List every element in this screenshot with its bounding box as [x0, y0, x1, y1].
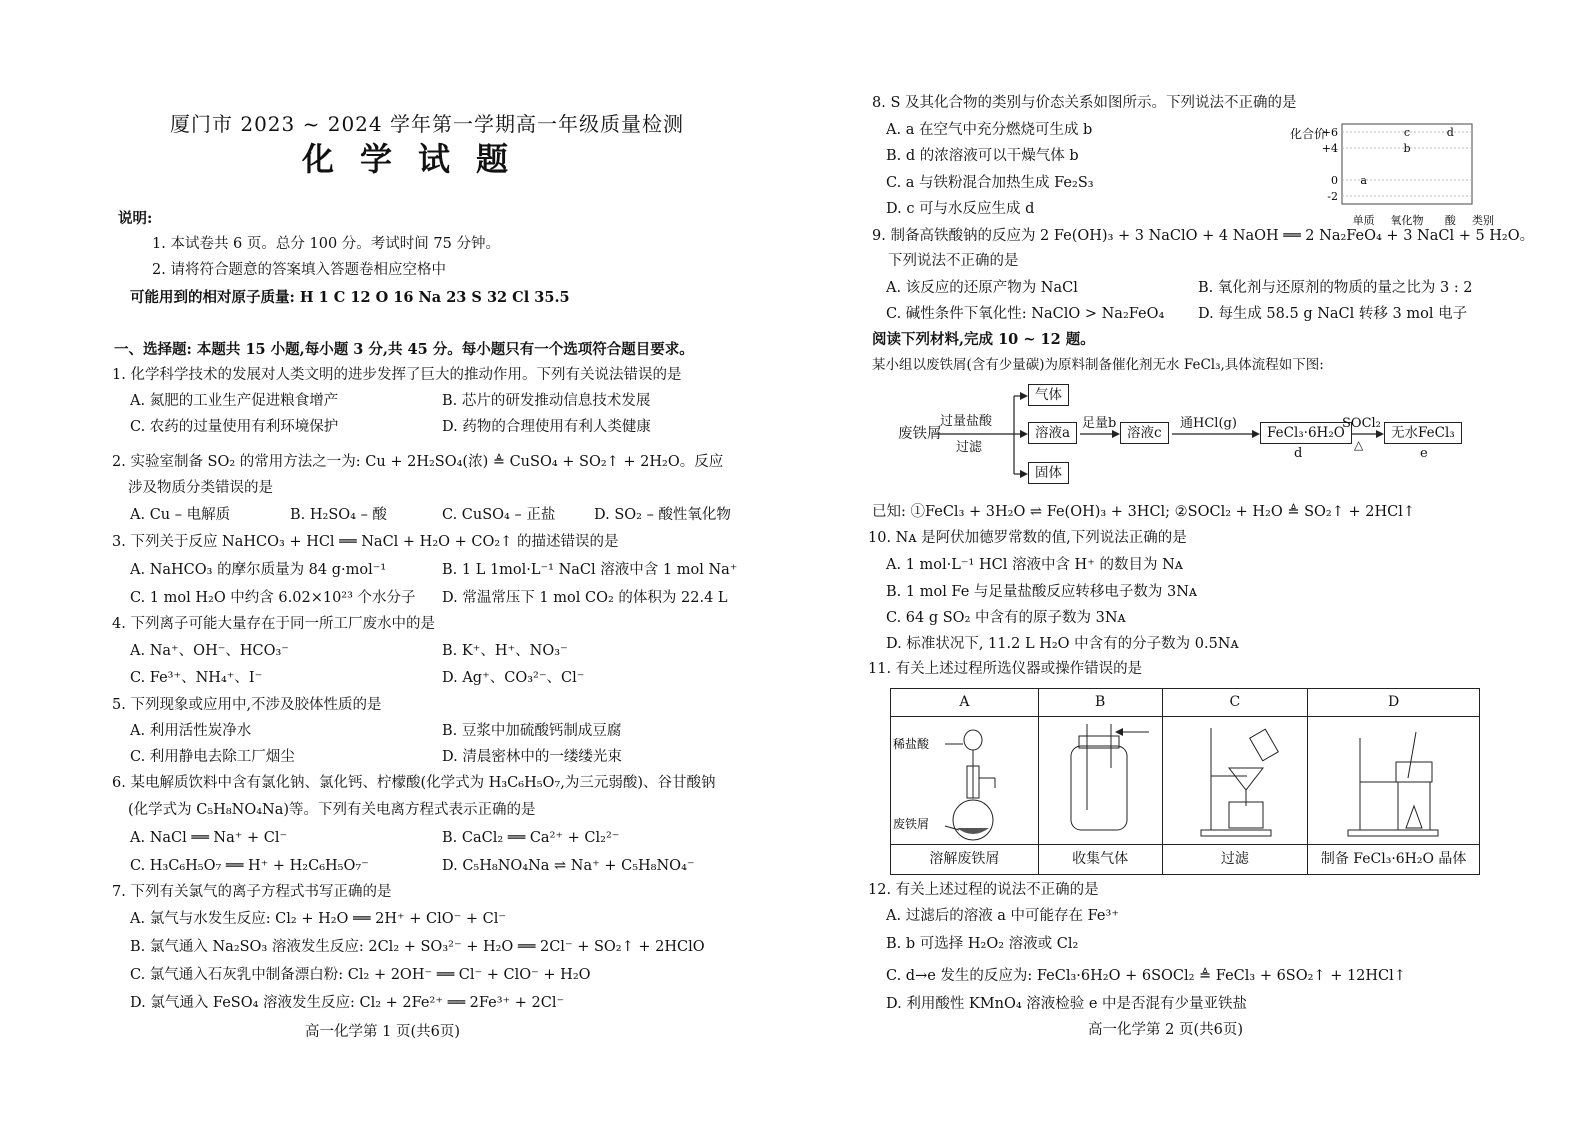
q6-option-b: B. CaCl₂ ══ Ca²⁺ + Cl₂²⁻: [442, 830, 620, 846]
q5-option-c: C. 利用静电去除工厂烟尘: [130, 749, 295, 765]
apparatus-header-c: C: [1162, 689, 1308, 717]
q9-option-c: C. 碱性条件下氧化性: NaClO > Na₂FeO₄: [886, 306, 1165, 322]
apparatus-b: [1038, 717, 1162, 845]
q12-stem: 12. 有关上述过程的说法不正确的是: [868, 882, 1099, 898]
q1-stem: 1. 化学科学技术的发展对人类文明的进步发挥了巨大的推动作用。下列有关说法错误的是: [112, 367, 682, 383]
apparatus-table: [890, 688, 1480, 875]
reading-instruction: 阅读下列材料,完成 10 ~ 12 题。: [872, 331, 1095, 348]
flow-label-e: e: [1420, 446, 1428, 461]
q2-option-d: D. SO₂ – 酸性氧化物: [594, 507, 731, 523]
svg-text:稀盐酸: 稀盐酸: [893, 736, 930, 751]
apparatus-a: [891, 717, 1039, 845]
flow-reagent-1: 过量盐酸: [940, 414, 993, 429]
q9-option-a: A. 该反应的还原产物为 NaCl: [886, 280, 1078, 296]
q10-stem: 10. Nᴀ 是阿伏加德罗常数的值,下列说法正确的是: [868, 530, 1187, 546]
chart-x-tick: 氧化物: [1390, 214, 1424, 227]
material-text: 某小组以废铁屑(含有少量碳)为原料制备催化剂无水 FeCl₃,具体流程如下图:: [872, 357, 1324, 373]
exam-title: 化学试题: [302, 140, 535, 178]
note-2: 2. 请将符合题意的答案填入答题卷相应空格中: [152, 262, 446, 278]
apparatus-caption-a: 溶解废铁屑: [891, 845, 1039, 875]
page-footer-1: 高一化学第 1 页(共6页): [305, 1024, 460, 1040]
q3-option-c: C. 1 mol H₂O 中约含 6.02×10²³ 个水分子: [130, 590, 416, 606]
q2-option-c: C. CuSO₄ – 正盐: [442, 507, 556, 523]
section-1-heading: 一、选择题: 本题共 15 小题,每小题 3 分,共 45 分。每小题只有一个选项符合题目要求。: [114, 341, 694, 358]
flow-solution-a: 溶液a: [1028, 422, 1077, 444]
flow-gas: 气体: [1028, 384, 1069, 406]
q2-stem-cont: 涉及物质分类错误的是: [128, 480, 273, 496]
q12-option-d: D. 利用酸性 KMnO₄ 溶液检验 e 中是否混有少量亚铁盐: [886, 996, 1248, 1012]
q10-option-d: D. 标准状况下, 11.2 L H₂O 中含有的分子数为 0.5Nᴀ: [886, 636, 1239, 652]
chart-ylabel-1: 化合价: [1290, 127, 1327, 141]
note-1: 1. 本试卷共 6 页。总分 100 分。考试时间 75 分钟。: [152, 236, 500, 252]
q4-option-c: C. Fe³⁺、NH₄⁺、I⁻: [130, 670, 263, 686]
process-flow: [868, 382, 1488, 492]
q2-stem: 2. 实验室制备 SO₂ 的常用方法之一为: Cu + 2H₂SO₄(浓) ≜ CuSO₄ + SO₂↑ + 2H₂O。反应: [112, 454, 724, 470]
q8-option-c: C. a 与铁粉混合加热生成 Fe₂S₃: [886, 175, 1094, 191]
apparatus-c: [1162, 717, 1308, 845]
exam-header: 厦门市 2023 ~ 2024 学年第一学期高一年级质量检测: [170, 112, 684, 136]
q5-stem: 5. 下列现象或应用中,不涉及胶体性质的是: [112, 697, 382, 713]
flow-solid: 固体: [1028, 462, 1069, 484]
apparatus-d-drawing: [1308, 718, 1478, 844]
valence-chart: [1278, 118, 1503, 230]
q1-option-b: B. 芯片的研发推动信息技术发展: [442, 393, 651, 409]
q1-option-d: D. 药物的合理使用有利人类健康: [442, 419, 651, 435]
q7-stem: 7. 下列有关氯气的离子方程式书写正确的是: [112, 884, 392, 900]
right-page: [868, 0, 1535, 1123]
flow-operation-1: 过滤: [956, 440, 983, 455]
apparatus-c-drawing: [1163, 718, 1307, 844]
flow-start: 废铁屑: [898, 426, 942, 442]
chart-y-tick: 0: [1331, 174, 1338, 187]
apparatus-caption-c: 过滤: [1162, 845, 1308, 875]
q12-option-b: B. b 可选择 H₂O₂ 溶液或 Cl₂: [886, 936, 1079, 952]
flow-product: 无水FeCl₃: [1384, 422, 1462, 444]
q7-option-d: D. 氯气通入 FeSO₄ 溶液发生反应: Cl₂ + 2Fe²⁺ ══ 2Fe³⁺ + 2Cl⁻: [130, 995, 565, 1011]
q2-option-a: A. Cu – 电解质: [130, 507, 231, 523]
q9-option-d: D. 每生成 58.5 g NaCl 转移 3 mol 电子: [1198, 306, 1468, 322]
apparatus-header-a: A: [891, 689, 1039, 717]
q4-stem: 4. 下列离子可能大量存在于同一所工厂废水中的是: [112, 616, 435, 632]
atomic-mass: 可能用到的相对原子质量: H 1 C 12 O 16 Na 23 S 32 Cl 35.5: [130, 289, 570, 306]
q7-option-c: C. 氯气通入石灰乳中制备漂白粉: Cl₂ + 2OH⁻ ══ Cl⁻ + ClO⁻ + H₂O: [130, 967, 591, 983]
apparatus-d: [1308, 717, 1480, 845]
q3-option-a: A. NaHCO₃ 的摩尔质量为 84 g·mol⁻¹: [130, 562, 387, 578]
q6-option-c: C. H₃C₆H₅O₇ ══ H⁺ + H₂C₆H₅O₇⁻: [130, 858, 369, 874]
q3-option-d: D. 常温常压下 1 mol CO₂ 的体积为 22.4 L: [442, 590, 728, 606]
q1-option-a: A. 氮肥的工业生产促进粮食增产: [130, 393, 339, 409]
q6-stem: 6. 某电解质饮料中含有氯化钠、氯化钙、柠檬酸(化学式为 H₃C₆H₅O₇,为三元弱酸)、谷甘酸钠: [112, 775, 716, 791]
svg-text:废铁屑: 废铁屑: [893, 816, 930, 831]
q2-option-b: B. H₂SO₄ – 酸: [290, 507, 387, 523]
q10-option-a: A. 1 mol·L⁻¹ HCl 溶液中含 H⁺ 的数目为 Nᴀ: [886, 557, 1183, 573]
flow-reagent-4: SOCl₂: [1342, 416, 1381, 431]
apparatus-header-d: D: [1308, 689, 1480, 717]
chart-y-tick: +6: [1321, 126, 1338, 139]
q6-stem-cont: (化学式为 C₅H₈NO₄Na)等。下列有关电离方程式表示正确的是: [128, 802, 536, 818]
chart-x-tick: 单质: [1352, 214, 1375, 227]
flow-heat: △: [1354, 438, 1364, 452]
chart-point-d: d: [1446, 126, 1454, 139]
q11-stem: 11. 有关上述过程所选仪器或操作错误的是: [868, 661, 1143, 677]
q12-option-a: A. 过滤后的溶液 a 中可能存在 Fe³⁺: [886, 908, 1119, 924]
q5-option-a: A. 利用活性炭净水: [130, 723, 252, 739]
chart-x-tick: 酸: [1444, 214, 1456, 227]
chart-point-a: a: [1360, 174, 1367, 187]
apparatus-caption-b: 收集气体: [1038, 845, 1162, 875]
q8-option-d: D. c 可与水反应生成 d: [886, 201, 1035, 217]
q9-stem-cont: 下列说法不正确的是: [888, 253, 1019, 269]
chart-y-tick: -2: [1327, 190, 1338, 203]
q4-option-a: A. Na⁺、OH⁻、HCO₃⁻: [130, 643, 289, 659]
flow-solution-c: 溶液c: [1120, 422, 1169, 444]
q6-option-d: D. C₅H₈NO₄Na ⇌ Na⁺ + C₅H₈NO₄⁻: [442, 858, 695, 874]
q8-option-b: B. d 的浓溶液可以干燥气体 b: [886, 148, 1079, 164]
apparatus-b-drawing: [1039, 718, 1161, 844]
chart-xlabel: 类别: [1472, 214, 1494, 227]
q8-option-a: A. a 在空气中充分燃烧可生成 b: [886, 122, 1093, 138]
q5-option-b: B. 豆浆中加硫酸钙制成豆腐: [442, 723, 622, 739]
apparatus-header-b: B: [1038, 689, 1162, 717]
q9-option-b: B. 氧化剂与还原剂的物质的量之比为 3 : 2: [1198, 280, 1473, 296]
apparatus-caption-d: 制备 FeCl₃·6H₂O 晶体: [1308, 845, 1480, 875]
q8-stem: 8. S 及其化合物的类别与价态关系如图所示。下列说法不正确的是: [872, 95, 1297, 111]
q10-option-b: B. 1 mol Fe 与足量盐酸反应转移电子数为 3Nᴀ: [886, 584, 1198, 600]
q4-option-b: B. K⁺、H⁺、NO₃⁻: [442, 643, 568, 659]
q12-option-c: C. d→e 发生的反应为: FeCl₃·6H₂O + 6SOCl₂ ≜ FeCl₃ + 6SO₂↑ + 12HCl↑: [886, 968, 1406, 984]
flow-reagent-2: 足量b: [1082, 416, 1117, 431]
chart-point-c: c: [1403, 126, 1411, 139]
q1-option-c: C. 农药的过量使用有利环境保护: [130, 419, 339, 435]
q7-option-a: A. 氯气与水发生反应: Cl₂ + H₂O ══ 2H⁺ + ClO⁻ + Cl⁻: [130, 911, 507, 927]
q3-stem: 3. 下列关于反应 NaHCO₃ + HCl ══ NaCl + H₂O + CO₂↑ 的描述错误的是: [112, 534, 619, 550]
q4-option-d: D. Ag⁺、CO₃²⁻、Cl⁻: [442, 670, 585, 686]
q7-option-b: B. 氯气通入 Na₂SO₃ 溶液发生反应: 2Cl₂ + SO₃²⁻ + H₂O ══ 2Cl⁻ + SO₂↑ + 2HClO: [130, 939, 705, 955]
flow-label-d: d: [1294, 446, 1303, 461]
notes-label: 说明:: [118, 210, 153, 227]
apparatus-a-drawing: [891, 718, 1037, 844]
page-footer-2: 高一化学第 2 页(共6页): [1088, 1022, 1243, 1038]
flow-crystal: FeCl₃·6H₂O: [1260, 422, 1352, 444]
q3-option-b: B. 1 L 1mol·L⁻¹ NaCl 溶液中含 1 mol Na⁺: [442, 562, 738, 578]
chart-y-tick: +4: [1321, 142, 1338, 155]
q5-option-d: D. 清晨密林中的一缕缕光束: [442, 749, 622, 765]
left-page: [100, 0, 760, 1123]
chart-point-b: b: [1403, 142, 1411, 155]
known-info: 已知: ①FeCl₃ + 3H₂O ⇌ Fe(OH)₃ + 3HCl; ②SOCl₂ + H₂O ≜ SO₂↑ + 2HCl↑: [872, 504, 1416, 520]
flow-reagent-3: 通HCl(g): [1180, 416, 1237, 431]
q9-stem: 9. 制备高铁酸钠的反应为 2 Fe(OH)₃ + 3 NaClO + 4 NaOH ══ 2 Na₂FeO₄ + 3 NaCl + 5 H₂O。: [872, 228, 1535, 244]
q6-option-a: A. NaCl ══ Na⁺ + Cl⁻: [130, 830, 288, 846]
q10-option-c: C. 64 g SO₂ 中含有的原子数为 3Nᴀ: [886, 610, 1126, 626]
